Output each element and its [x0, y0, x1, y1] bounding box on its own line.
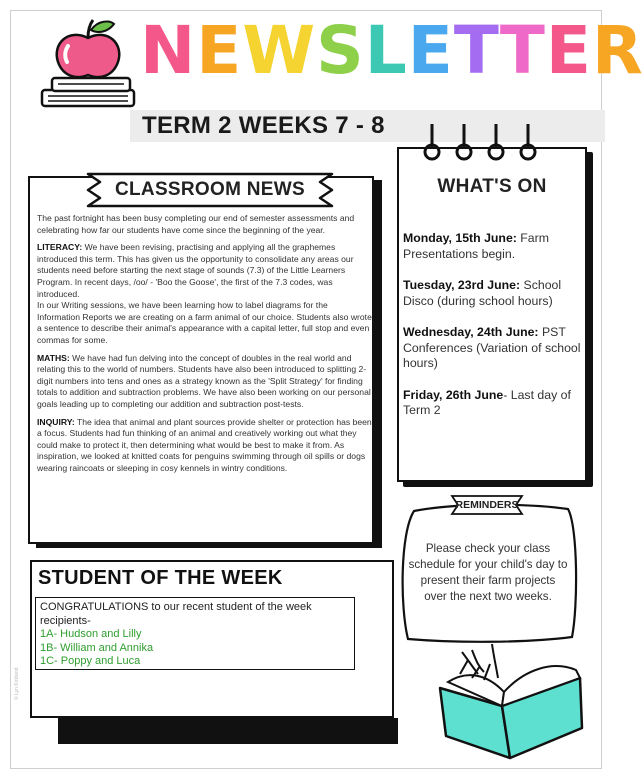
title-letter: N: [140, 12, 197, 89]
title-letter: R: [592, 12, 644, 89]
maths-label: MATHS:: [37, 352, 70, 363]
title-letter: E: [196, 12, 243, 89]
news-inquiry: [37, 417, 373, 475]
event-item: [403, 231, 583, 262]
title-letter: T: [453, 12, 500, 89]
event-desc: PST Conferences (Variation of school hours): [403, 325, 581, 370]
inquiry-text: The idea that animal and plant sources provide shelter or protection has been a focus. Students had fun thinking of an animal and creatively working out what they could make to protect it, then determining what would be best to make it from. As inspiration, we looked at knitted coats for penguins swimming through oil spills or dogs wearing raincoats or sleeping in cosy kennels in wintry conditions.: [37, 416, 372, 473]
event-item: [403, 278, 583, 309]
sotw-winner: 1B- William and Annika: [40, 641, 154, 654]
event-date: Wednesday, 24th June:: [403, 325, 539, 339]
title-letter: L: [364, 12, 408, 89]
news-maths: [37, 353, 373, 411]
event-desc: School Disco (during school hours): [403, 278, 562, 308]
inquiry-label: INQUIRY:: [37, 416, 75, 427]
title-letter: S: [316, 12, 365, 89]
literacy-text: We have been revising, practising and applying all the graphemes introduced this term. This has given us the opportunity to consolidate any areas our students need before starting the next stage of sounds (7.3) of the Little Learners Program. In recent days, /oo/ - 'Boo the Goose', the first of the 7.3 codes, was introduced.: [37, 242, 354, 299]
writing-text: In our Writing sessions, we have been learning how to label diagrams for the Information Reports we are creating on a farm animal of our choice. Students also wrote a sentence to describe their animal's appearance with a capital letter, full stop and even commas for some.: [37, 300, 372, 345]
reminders-text: Please check your class schedule for your child's day to present their farm projects over the next two weeks.: [408, 542, 568, 603]
credit-text: © Lyn Kirkland: [14, 667, 20, 700]
classroom-news-title: CLASSROOM NEWS: [115, 179, 305, 200]
whats-on-events: [403, 231, 583, 435]
title-letter: E: [407, 12, 454, 89]
sotw-winner: 1A- Hudson and Lilly: [40, 628, 142, 640]
whats-on-title: WHAT'S ON: [437, 176, 547, 197]
term-heading: TERM 2 WEEKS 7 - 8: [142, 112, 385, 139]
newsletter-title: [140, 12, 644, 89]
event-item: [403, 325, 583, 372]
student-of-week-title: STUDENT OF THE WEEK: [38, 567, 283, 589]
reminders-label: REMINDERS: [455, 499, 519, 511]
news-literacy: [37, 242, 373, 346]
apple-books-logo: [38, 12, 138, 112]
classroom-news-body: [37, 213, 373, 480]
event-date: Friday, 26th June: [403, 387, 504, 402]
binder-rings-icon: [420, 118, 560, 164]
news-intro: The past fortnight has been busy completing our end of semester assessments and celebrating how far our students have come since the beginning of the year.: [37, 213, 355, 235]
sotw-winner: 1C- Poppy and Luca: [40, 655, 141, 667]
event-desc: - Last day of Term 2: [403, 387, 571, 417]
event-date: Monday, 15th June:: [403, 231, 517, 245]
sotw-shadow: [58, 718, 398, 744]
literacy-label: LITERACY:: [37, 242, 83, 253]
student-of-week-content: [35, 597, 355, 670]
maths-text: We have had fun delving into the concept of doubles in the real world and relating this to the world of numbers. Students have also been introduced to splitting 2-digit numbers into tens and ones as a strategy known as the 'Split Strategy' for finding totals to addition and subtraction problems. We have also been working on our personal goals leading up to completing our addition and subtraction post-tests.: [37, 352, 371, 409]
event-desc: Farm Presentations begin.: [403, 231, 549, 261]
title-letter: W: [242, 12, 317, 89]
open-book-icon: [432, 630, 592, 762]
title-letter: E: [545, 12, 593, 89]
event-date: Tuesday, 23rd June:: [403, 278, 521, 292]
title-letter: T: [499, 12, 546, 89]
sotw-intro: CONGRATULATIONS to our recent student of the week recipients-: [40, 601, 312, 627]
event-item: [403, 388, 583, 419]
